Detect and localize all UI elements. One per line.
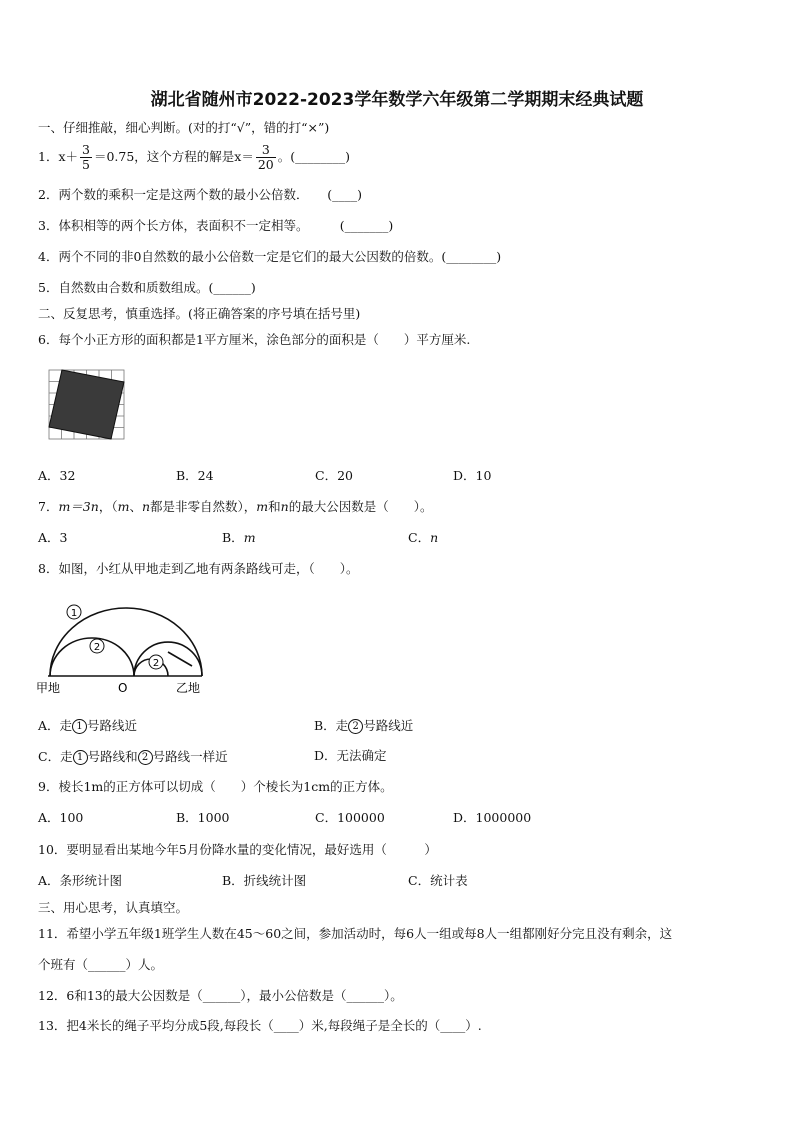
- q7-var-n2: n: [280, 499, 289, 514]
- q1-fraction-1: [80, 143, 92, 172]
- q8-option-c-mid: 号路线和: [87, 749, 138, 764]
- question-7: [38, 501, 432, 514]
- q1-fraction-2: [256, 143, 276, 172]
- q7-option-b-var: m: [243, 530, 256, 545]
- q8-label-o: O: [118, 681, 128, 695]
- q8-option-b-route: 2: [348, 719, 363, 734]
- q1-mid: ＝0.75，这个方程的解是x＝: [93, 149, 254, 164]
- q1-suffix: 。(________): [277, 149, 351, 164]
- question-1: [38, 143, 350, 172]
- q10-option-a: A．条形统计图: [38, 873, 123, 888]
- q8-route-1-label: 1: [70, 608, 78, 619]
- q6-option-d: D．10: [453, 468, 492, 483]
- q1-prefix: 1．x＋: [38, 149, 79, 164]
- q8-option-b-prefix: B．走: [314, 718, 349, 733]
- q7-text-b: 都是非零自然数），: [150, 499, 257, 514]
- q7-num: 7．: [38, 499, 59, 514]
- q7-option-a: A．3: [38, 530, 68, 545]
- q1-frac2-num: 3: [256, 143, 276, 158]
- q7-option-c-var: n: [430, 530, 439, 545]
- q8-route-1-marker: [67, 605, 81, 619]
- q8-route-2b-marker: [149, 655, 163, 669]
- q7-option-b-prefix: B．: [222, 530, 244, 545]
- q8-option-c-end: 号路线一样近: [152, 749, 228, 764]
- question-4: 4．两个不同的非0自然数的最小公倍数一定是它们的最大公因数的倍数。(________): [38, 249, 502, 264]
- q7-option-b: [222, 532, 256, 545]
- section-heading-3: 三、用心思考，认真填空。: [38, 900, 189, 915]
- q7-expr: m＝3n: [58, 499, 99, 514]
- q8-route-2-label: 2: [93, 642, 101, 653]
- page-title: 湖北省随州市2022-2023学年数学六年级第二学期期末经典试题: [150, 90, 644, 110]
- q8-option-d: D．无法确定: [314, 748, 387, 763]
- question-12: 12．6和13的最大公因数是（______），最小公倍数是（______）。: [38, 988, 403, 1003]
- q1-frac2-den: 20: [257, 157, 274, 172]
- q6-option-c: C．20: [315, 468, 353, 483]
- q1-frac1-num: 3: [82, 142, 90, 157]
- question-10: 10．要明显看出某地今年5月份降水量的变化情况，最好选用（ ）: [38, 842, 437, 857]
- q8-option-a: [38, 719, 137, 734]
- q8-option-a-route: 1: [72, 719, 87, 734]
- question-8: 8．如图，小红从甲地走到乙地有两条路线可走，（ ）。: [38, 561, 359, 576]
- question-6: 6．每个小正方形的面积都是1平方厘米，涂色部分的面积是（ ）平方厘米.: [38, 332, 471, 347]
- question-13: 13．把4米长的绳子平均分成5段,每段长（____）米,每段绳子是全长的（____）.: [38, 1018, 482, 1033]
- question-9: 9．棱长1m的正方体可以切成（ ）个棱长为1cm的正方体。: [38, 779, 393, 794]
- q6-grid-figure: [48, 369, 126, 441]
- section-heading-2: 二、反复思考，慎重选择。(将正确答案的序号填在括号里): [38, 306, 361, 321]
- q6-option-a: A．32: [38, 468, 76, 483]
- q7-and: 和: [268, 499, 281, 514]
- q8-option-c-route-1: 1: [73, 750, 88, 765]
- q6-shaded-square: [49, 370, 124, 439]
- q7-text-end: 的最大公因数是（ ）。: [288, 499, 433, 514]
- q7-option-c-prefix: C．: [408, 530, 431, 545]
- q9-option-a: A．100: [38, 810, 84, 825]
- q10-option-b: B．折线统计图: [222, 873, 307, 888]
- q8-route-2b-label: 2: [152, 658, 160, 669]
- q9-option-c: C．100000: [315, 810, 385, 825]
- q10-option-c: C．统计表: [408, 873, 468, 888]
- q9-option-b: B．1000: [176, 810, 230, 825]
- q8-option-a-prefix: A．走: [38, 718, 73, 733]
- question-2: 2．两个数的乘积一定是这两个数的最小公倍数． (____): [38, 187, 362, 202]
- q8-option-c: [38, 750, 228, 765]
- q8-route-figure: [36, 600, 216, 700]
- q6-option-b: B．24: [176, 468, 214, 483]
- q8-option-c-route-2: 2: [138, 750, 153, 765]
- q7-sep: 、: [129, 499, 142, 514]
- question-5: 5．自然数由合数和质数组成。(______): [38, 280, 256, 295]
- q8-option-b-suffix: 号路线近: [363, 718, 414, 733]
- q7-option-c: [408, 532, 438, 545]
- q7-var-m: m: [117, 499, 130, 514]
- q7-var-n: n: [141, 499, 151, 514]
- q7-text-a: ，（: [98, 499, 118, 514]
- question-3: 3．体积相等的两个长方体，表面积不一定相等。 (_______): [38, 218, 394, 233]
- q8-option-a-suffix: 号路线近: [87, 718, 138, 733]
- q8-route-2-marker: [90, 639, 104, 653]
- section-heading-1: 一、仔细推敲，细心判断。(对的打“√”，错的打“×”): [38, 120, 330, 135]
- question-11-line-1: 11．希望小学五年级1班学生人数在45～60之间，参加活动时，每6人一组或每8人一组都刚好分完且没有剩余，这: [38, 926, 673, 941]
- q8-option-b: [314, 719, 413, 734]
- q7-var-m2: m: [256, 499, 269, 514]
- q8-option-c-prefix: C．走: [38, 749, 73, 764]
- q9-option-d: D．1000000: [453, 810, 532, 825]
- q8-label-end: 乙地: [176, 681, 201, 695]
- question-11-line-2: 个班有（______）人。: [38, 957, 164, 972]
- q1-frac1-den: 5: [82, 157, 90, 172]
- q8-label-start: 甲地: [36, 681, 61, 695]
